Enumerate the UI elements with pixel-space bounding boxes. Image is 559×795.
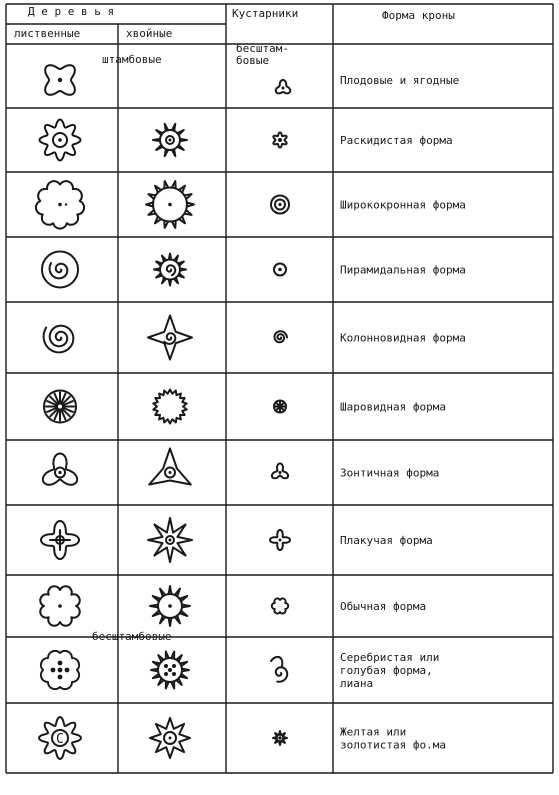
small-blob-icon: [276, 80, 291, 93]
header-deciduous: лиственные: [14, 27, 81, 40]
quatrefoil-dot-icon: [45, 65, 75, 95]
flower-letter-icon: [39, 717, 81, 759]
flower-ring-icon: [40, 120, 81, 161]
table-row: [40, 120, 453, 161]
table-row: [36, 181, 466, 229]
table-body: [36, 65, 466, 759]
svg-text:С: С: [56, 732, 64, 747]
table-header: [14, 5, 455, 40]
small-flower-icon: [273, 133, 286, 148]
table-row: [42, 252, 466, 288]
crown-form-label: Ширококронная форма: [340, 198, 466, 212]
crown-form-label: Колонновидная форма: [340, 331, 466, 345]
spiky-circle-icon: [150, 586, 190, 626]
four-point-star-spiral-icon: [148, 316, 192, 360]
crown-form-label: Плакучая форма: [340, 534, 433, 547]
spiral-circle-icon: [42, 252, 78, 288]
wavy-circle-icon: [36, 181, 84, 229]
label-shrub-nonstandard: бесштам-бовые: [236, 42, 289, 67]
crown-form-label: Раскидистая форма: [340, 134, 453, 147]
vine-spiral-icon: [271, 657, 287, 682]
large-spiky-circle-icon: [146, 181, 194, 228]
table-row: [39, 717, 446, 759]
crown-form-label: Шаровидная форма: [340, 400, 446, 414]
dotted-flower-icon: [41, 651, 79, 689]
spiral-icon: [44, 326, 74, 353]
trefoil-icon: [43, 454, 77, 485]
concentric-circles-icon: [271, 196, 289, 214]
header-shrubs: Кустарники: [232, 7, 299, 20]
small-spiral-icon: [275, 331, 288, 342]
cross-quatrefoil-icon: [41, 521, 79, 559]
serrated-circle-icon: [153, 390, 186, 424]
small-quatrefoil-icon: [270, 530, 290, 550]
table-row: [40, 586, 426, 626]
small-ring-icon: [274, 264, 286, 276]
eight-point-star-icon: [148, 518, 192, 562]
label-standard: штамбовые: [102, 53, 162, 66]
crown-form-label: Серебристая или голубая форма, лиана: [340, 651, 440, 690]
table-row: [44, 316, 466, 360]
header-conifers: хвойные: [126, 27, 173, 40]
header-trees: Д е р е в ь я: [28, 5, 115, 18]
small-scalloped-icon: [272, 599, 288, 614]
spiky-star-icon: [153, 124, 187, 156]
table-row: [41, 518, 433, 562]
star-circle-icon: [150, 718, 190, 758]
table-row: [41, 651, 439, 690]
crown-form-label: Желтая или золотистая фо.ма: [340, 725, 446, 752]
small-radial-icon: [274, 401, 286, 413]
crown-form-label: Плодовые и ягодные: [340, 74, 460, 87]
header-crown-form: Форма кроны: [382, 9, 455, 22]
crown-form-label: Зонтичная форма: [340, 466, 440, 480]
crown-form-label: Обычная форма: [340, 600, 427, 613]
table-row: [44, 390, 446, 424]
table-row: [43, 449, 439, 485]
table-row: [45, 65, 459, 95]
three-point-star-icon: [149, 449, 191, 485]
label-nonstandard: бесштамбовые: [92, 630, 172, 643]
crown-form-label: Пирамидальная форма: [340, 263, 466, 277]
small-star-icon: [273, 731, 287, 745]
radial-circle-icon: [44, 391, 76, 423]
scalloped-circle-icon: [40, 586, 80, 626]
dotted-star-icon: [151, 652, 189, 689]
small-trefoil-icon: [272, 464, 288, 479]
spiky-spiral-icon: [154, 254, 186, 286]
